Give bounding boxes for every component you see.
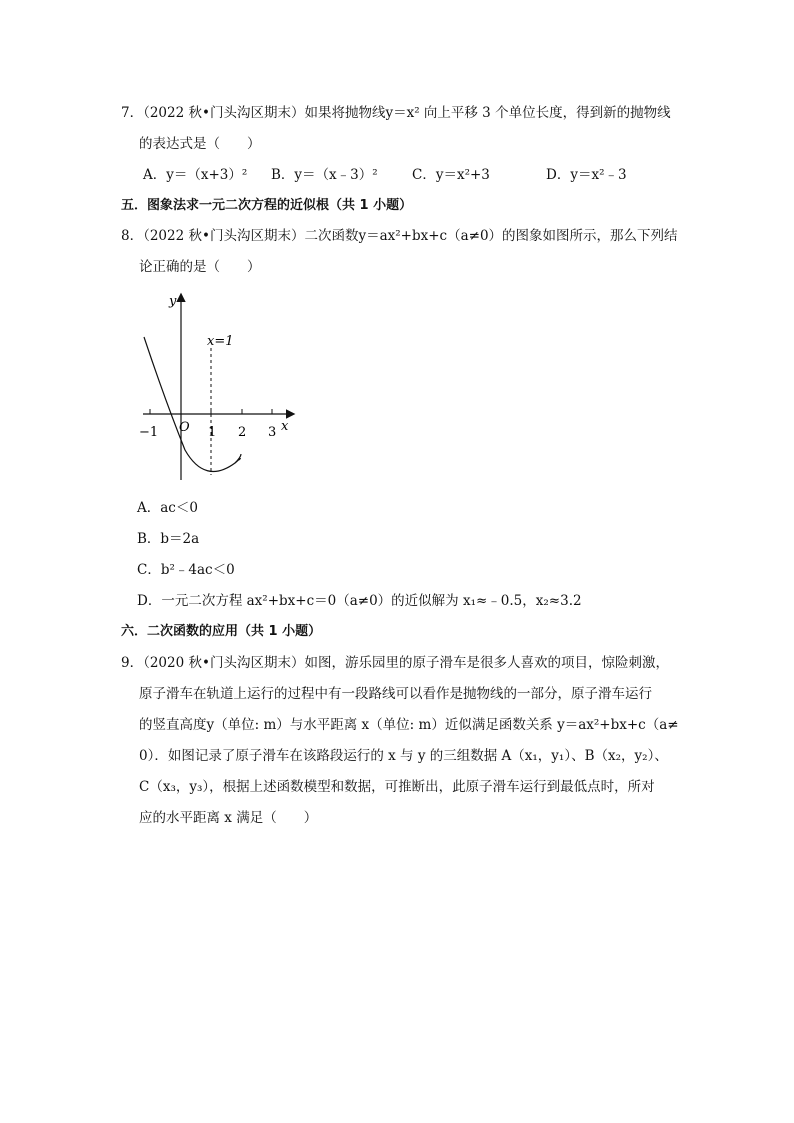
section-6-heading: 六．二次函数的应用（共 1 小题） (121, 624, 322, 639)
q8-option-b: B．b＝2a (137, 531, 200, 547)
symmetry-line-label: x=1 (207, 334, 234, 349)
tick-label-3: 3 (268, 425, 277, 440)
q8-option-d: D．一元二次方程 ax²+bx+c＝0（a≠0）的近似解为 x₁≈﹣0.5，x₂≈3.2 (137, 593, 582, 609)
q9-stem-line5: C（x₃，y₃），根据上述函数模型和数据，可推断出，此原子滑车运行到最低点时，所对 (139, 779, 655, 795)
q7-stem-line2: 的表达式是（ ） (139, 136, 261, 152)
q8-option-c: C．b²﹣4ac＜0 (137, 562, 235, 578)
q7-stem-line1: 7．（2022 秋•门头沟区期末）如果将抛物线y＝x² 向上平移 3 个单位长度，得到新的抛物线 (121, 105, 671, 121)
origin-label: O (179, 420, 190, 435)
q7-option-c: C．y＝x²+3 (412, 167, 490, 183)
q8-option-a: A．ac＜0 (137, 500, 198, 516)
q7-option-d: D．y＝x²﹣3 (546, 167, 627, 183)
q9-stem-line2: 原子滑车在轨道上运行的过程中有一段路线可以看作是抛物线的一部分，原子滑车运行 (139, 686, 652, 702)
q8-parabola-graph (135, 285, 305, 485)
section-5-heading: 五．图象法求一元二次方程的近似根（共 1 小题） (121, 198, 413, 213)
parabola-curve (144, 337, 240, 471)
q8-stem-line2: 论正确的是（ ） (139, 259, 261, 275)
q8-stem-line1: 8．（2022 秋•门头沟区期末）二次函数y＝ax²+bx+c（a≠0）的图象如图所示，那么下列结 (121, 228, 678, 244)
tick-label-1: 1 (208, 425, 217, 440)
q9-stem-line3: 的竖直高度y（单位: m）与水平距离 x（单位: m）近似满足函数关系 y＝ax²+bx+c（a≠ (139, 717, 679, 733)
q7-option-a: A．y＝（x+3）² (143, 167, 248, 183)
tick-label-2: 2 (238, 425, 247, 440)
q9-stem-line1: 9．（2020 秋•门头沟区期末）如图，游乐园里的原子滑车是很多人喜欢的项目，惊险刺激， (121, 655, 669, 671)
q9-stem-line6: 应的水平距离 x 满足（ ） (139, 810, 318, 826)
y-axis-label: y (169, 294, 177, 309)
q9-stem-line4: 0）．如图记录了原子滑车在该路段运行的 x 与 y 的三组数据 A（x₁，y₁）、B（x₂，y₂）、 (139, 748, 668, 764)
q7-option-b: B．y＝（x﹣3）² (271, 167, 378, 183)
x-axis-label: x (281, 419, 289, 434)
tick-label-neg1: −1 (139, 425, 159, 440)
